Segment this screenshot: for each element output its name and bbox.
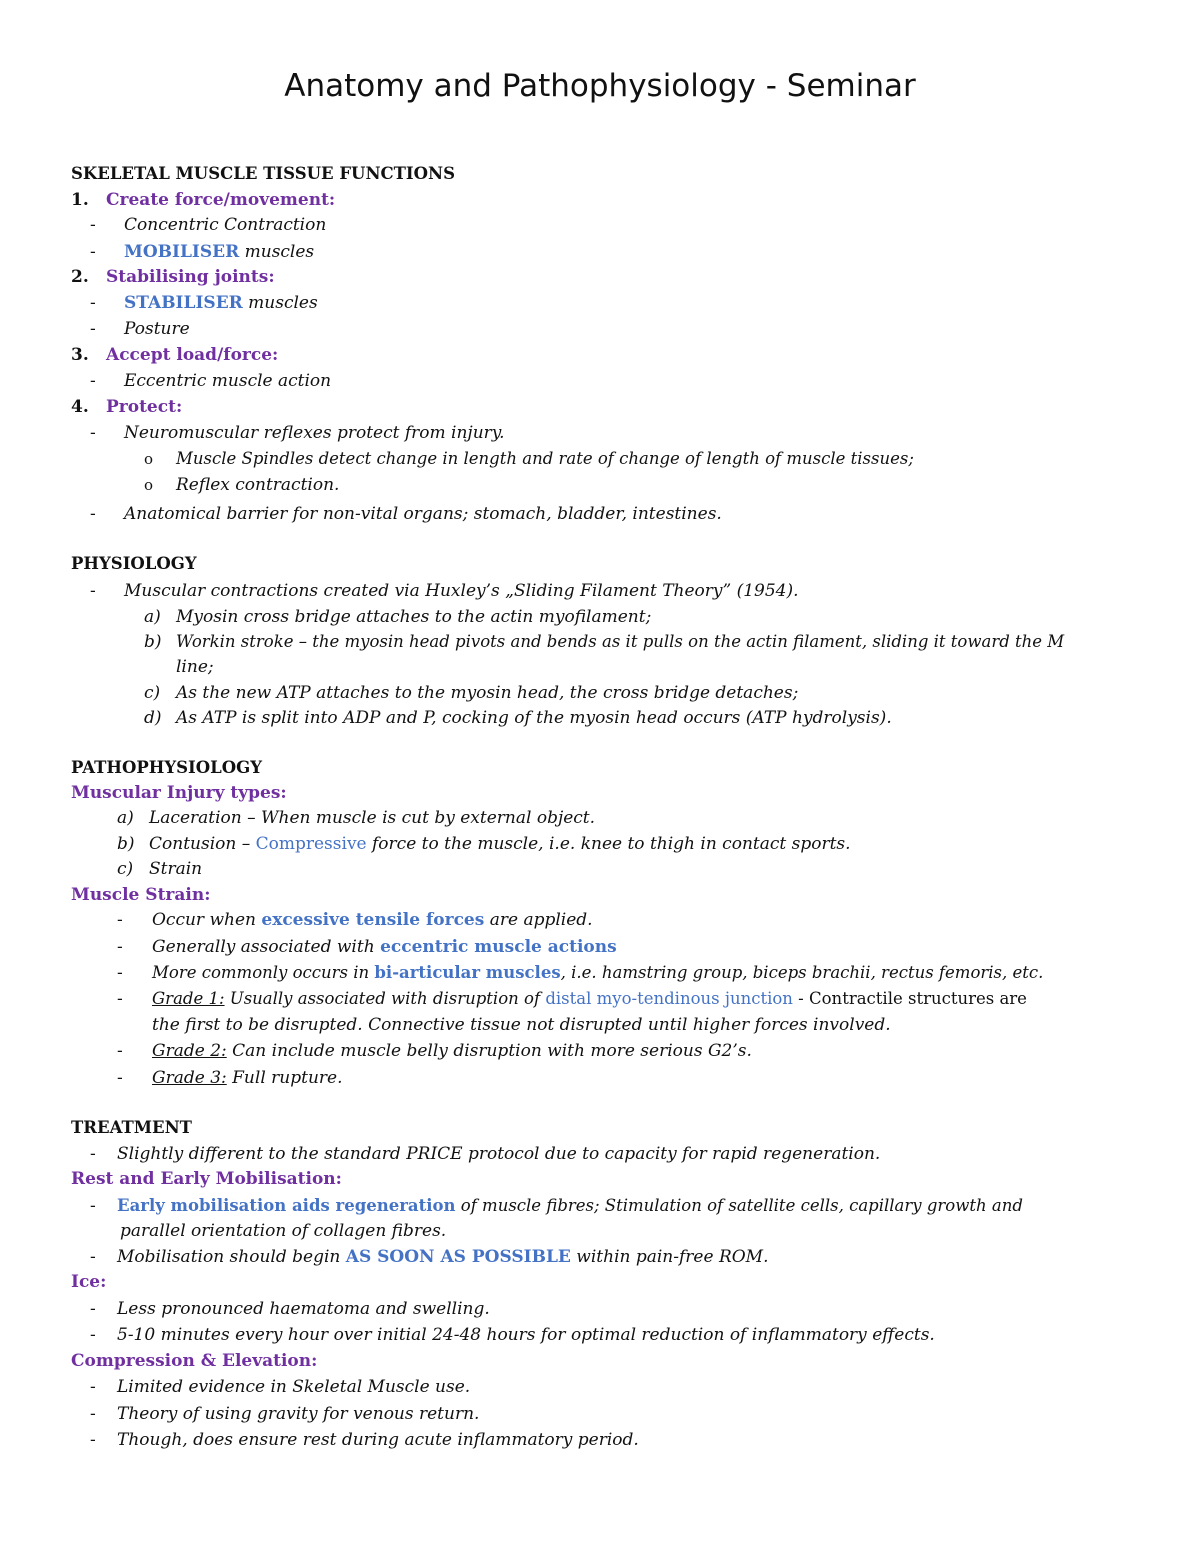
list-item-text: within pain-free ROM. [570,1247,769,1267]
dash-bullet: - [90,581,96,601]
list-item: Though, does ensure rest during acute inflammatory period. [117,1430,639,1450]
section-heading-pathophysiology: PATHOPHYSIOLOGY [71,758,262,777]
list-item [152,1067,343,1089]
dash-bullet: - [90,1196,96,1216]
list-number: 3. [71,345,89,365]
page-title: Anatomy and Pathophysiology - Seminar [284,68,916,104]
list-item: Anatomical barrier for non-vital organs; stomach, bladder, intestines. [124,504,722,524]
list-marker: a) [144,607,161,627]
list-item-label: Accept load/force: [106,345,279,365]
dash-bullet: - [90,1430,96,1450]
highlight-term: bi-articular muscles [374,963,561,982]
list-item: Less pronounced haematoma and swelling. [117,1299,490,1319]
subheading: Muscle Strain: [71,885,211,905]
list-item-text: muscles [239,242,315,262]
list-item-continued: parallel orientation of collagen fibres. [120,1221,447,1241]
dash-bullet: - [90,242,96,262]
sub-list-item: Muscle Spindles detect change in length and rate of change of length of muscle tissues; [176,449,914,468]
section-heading-functions: SKELETAL MUSCLE TISSUE FUNCTIONS [71,164,456,183]
list-item [152,962,1043,984]
list-item-label: Protect: [106,397,183,417]
list-marker: a) [117,808,134,828]
dash-bullet: - [117,910,123,930]
list-item-label: Stabilising joints: [106,267,275,287]
dash-bullet: - [117,1041,123,1061]
list-item: Strain [149,859,203,879]
sub-list-item: As the new ATP attaches to the myosin head, the cross bridge detaches; [176,683,799,703]
dash-bullet: - [90,293,96,313]
highlight-term: eccentric muscle actions [380,937,617,957]
highlight-term: AS SOON AS POSSIBLE [345,1247,571,1267]
list-marker: c) [117,859,134,879]
list-item-continued: the first to be disrupted. Connective tissue not disrupted until higher forces involved. [152,1015,891,1035]
list-number: 1. [71,190,89,210]
list-item: Neuromuscular reflexes protect from injury. [124,423,505,443]
list-item: Theory of using gravity for venous return. [117,1404,480,1424]
dash-bullet: - [90,423,96,443]
dash-bullet: - [90,1377,96,1397]
list-item [149,833,851,855]
list-marker: b) [144,632,162,652]
grade-label: Grade 3: [152,1068,227,1088]
list-item [124,241,314,263]
list-item-text: are applied. [484,910,593,930]
sub-list-item: Myosin cross bridge attaches to the actin myofilament; [176,607,652,627]
dash-bullet: - [117,963,123,983]
list-item: Laceration – When muscle is cut by external object. [149,808,596,828]
list-item-text: force to the muscle, i.e. knee to thigh in contact sports. [366,834,851,854]
list-number: 4. [71,397,89,417]
dash-bullet: - [117,989,123,1009]
list-item-text: Full rupture. [226,1068,343,1088]
highlight-term: Early mobilisation aids regeneration [117,1196,456,1215]
grade-label: Grade 1: [152,989,225,1008]
dash-bullet: - [90,1299,96,1319]
list-item-text: , i.e. hamstring group, biceps brachii, rectus femoris, etc. [560,963,1044,982]
list-item [117,1195,1023,1217]
list-item [124,292,318,314]
list-item: Concentric Contraction [124,215,327,235]
subheading: Ice: [71,1272,107,1292]
section-heading-physiology: PHYSIOLOGY [71,554,197,573]
section-heading-treatment: TREATMENT [71,1118,192,1137]
list-item [152,909,593,931]
circle-bullet: o [144,450,154,468]
list-item-text: Mobilisation should begin [117,1247,346,1267]
sub-list-item: Workin stroke – the myosin head pivots and bends as it pulls on the actin filament, sliding it toward the M [176,632,1065,651]
dash-bullet: - [117,1068,123,1088]
list-marker: c) [144,683,161,703]
grade-label: Grade 2: [152,1041,227,1061]
list-item [152,988,1027,1010]
dash-bullet: - [90,1144,96,1164]
dash-bullet: - [90,371,96,391]
list-item: Eccentric muscle action [124,371,332,391]
list-item-text: Usually associated with disruption of [224,989,546,1008]
list-number: 2. [71,267,89,287]
list-item-label: Create force/movement: [106,190,336,210]
dash-bullet: - [90,1404,96,1424]
sub-list-item: Reflex contraction. [176,475,340,495]
sub-list-item-continued: line; [176,657,214,677]
list-item: Muscular contractions created via Huxley’s „Sliding Filament Theory” (1954). [124,581,799,601]
subheading: Muscular Injury types: [71,783,287,803]
list-item: 5-10 minutes every hour over initial 24-48 hours for optimal reduction of inflammatory effects. [117,1325,935,1345]
list-marker: d) [144,708,162,728]
list-marker: b) [117,834,135,854]
highlight-term: excessive tensile forces [261,910,485,930]
list-item-text: muscles [242,293,318,313]
subheading: Compression & Elevation: [71,1351,318,1371]
circle-bullet: o [144,476,154,494]
dash-bullet: - [90,1325,96,1345]
list-item: Limited evidence in Skeletal Muscle use. [117,1377,471,1397]
list-item: Posture [124,319,190,339]
list-item-text: Generally associated with [152,937,381,957]
list-item [152,1040,752,1062]
list-item-text: Contusion – [149,834,256,854]
list-item [117,1246,769,1268]
highlight-term: MOBILISER [124,242,240,262]
dash-bullet: - [117,937,123,957]
dash-bullet: - [90,504,96,524]
highlight-term: distal myo-tendinous junction [545,989,793,1008]
list-item-text: More commonly occurs in [152,963,375,982]
dash-bullet: - [90,215,96,235]
list-item [152,936,617,958]
subheading: Rest and Early Mobilisation: [71,1169,342,1189]
highlight-term: STABILISER [124,293,243,313]
list-item-text: Occur when [152,910,262,930]
list-item-text: - Contractile structures are [792,989,1027,1008]
list-item-text: of muscle fibres; Stimulation of satellite cells, capillary growth and [455,1196,1023,1215]
highlight-term: Compressive [255,834,367,854]
sub-list-item: As ATP is split into ADP and P, cocking of the myosin head occurs (ATP hydrolysis). [176,708,892,728]
dash-bullet: - [90,319,96,339]
list-item: Slightly different to the standard PRICE protocol due to capacity for rapid regeneration. [117,1144,881,1164]
list-item-text: Can include muscle belly disruption with more serious G2’s. [226,1041,752,1061]
dash-bullet: - [90,1247,96,1267]
